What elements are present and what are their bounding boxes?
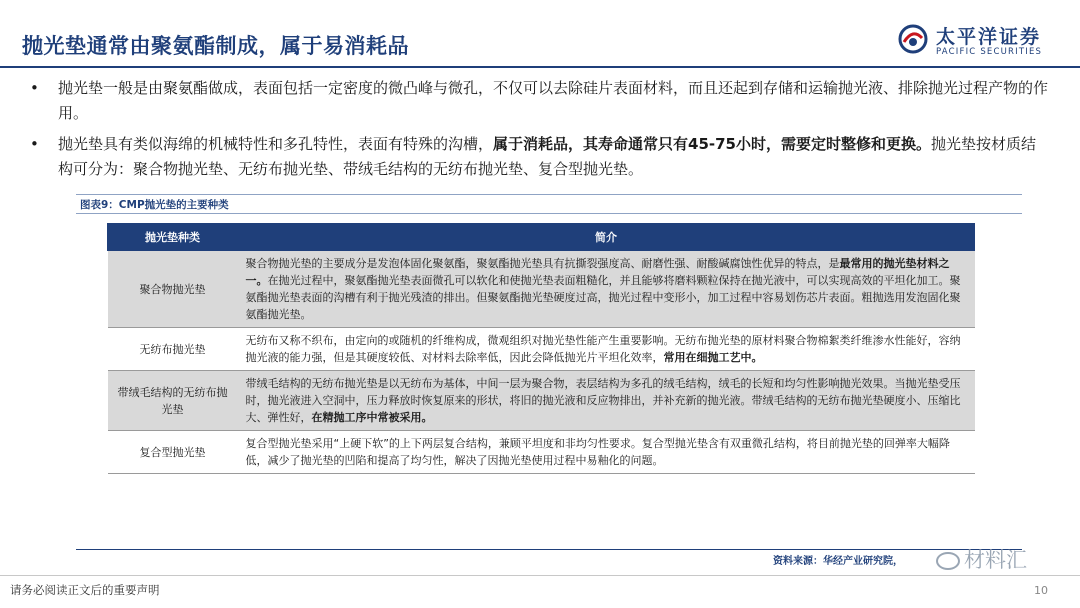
footer-disclaimer: 请务必阅读正文后的重要声明 [10, 583, 160, 597]
logo-mark-icon [898, 24, 928, 54]
bullet-item [30, 76, 1050, 126]
table-row [108, 371, 975, 431]
company-logo [896, 20, 1066, 62]
bullet-text: 抛光垫具有类似海绵的机械特性和多孔特性，表面有特殊的沟槽， [58, 135, 494, 153]
intro-text: 复合型抛光垫采用“上硬下软”的上下两层复合结构，兼顾平坦度和非均匀性要求。复合型抛光垫含有双重微孔结构，将目前抛光垫的回弹率大幅降低，减少了抛光垫的凹陷和提高了均匀性，解决了因抛光垫使用过程中易釉化的问题。 [245, 437, 950, 467]
pad-intro-cell [238, 251, 975, 328]
pad-type-cell: 聚合物抛光垫 [108, 251, 238, 328]
logo-text-cn: 太平洋证券 [936, 26, 1042, 48]
bullet-list [30, 76, 1050, 188]
intro-text: 在抛光过程中，聚氨酯抛光垫表面微孔可以软化和使抛光垫表面粗糙化，并且能够将磨料颗粒保持在抛光液中，可以实现高效的平坦化加工。聚氨酯抛光垫表面的沟槽有利于抛光残渣的排出。但聚氨酯抛光垫硬度过高，抛光过程中变形小，加工过程中容易划伤芯片表面。粗抛选用发泡固化聚氨酯抛光垫。 [245, 274, 961, 321]
figure-caption: 图表9：CMP抛光垫的主要种类 [80, 199, 229, 211]
pad-type-cell: 带绒毛结构的无纺布抛光垫 [108, 371, 238, 431]
intro-text: 无纺布又称不织布，由定向的或随机的纤维构成，微观组织对抛光垫性能产生重要影响。无纺布抛光垫的原材料聚合物棉絮类纤维渗水性能好，容纳抛光液的能力强，但是其硬度较低、对材料去除率低，因此会降低抛光片平坦化效率， [245, 334, 961, 364]
column-header-type: 抛光垫种类 [108, 224, 238, 251]
pad-intro-cell [238, 371, 975, 431]
bullet-marker: • [30, 79, 39, 97]
intro-text-bold: 在精抛工序中常被采用。 [311, 411, 433, 424]
pad-intro-cell [238, 431, 975, 474]
footer-divider [0, 575, 1080, 576]
table-row [108, 251, 975, 328]
pad-type-cell: 复合型抛光垫 [108, 431, 238, 474]
page-number: 10 [1034, 584, 1048, 597]
header-divider [0, 66, 1080, 68]
watermark [936, 544, 1027, 574]
polishing-pad-table [107, 223, 975, 474]
watermark-text: 材料汇 [964, 548, 1027, 572]
bullet-marker: • [30, 135, 39, 153]
source-divider [76, 549, 1022, 550]
bullet-text-bold: 属于消耗品，其寿命通常只有45-75小时，需要定时整修和更换。 [493, 135, 931, 153]
table-row [108, 431, 975, 474]
logo-text-en: PACIFIC SECURITIES [936, 47, 1043, 57]
table-header-row [108, 224, 975, 251]
table-row [108, 328, 975, 371]
figure-caption-bar [76, 194, 1022, 214]
intro-text-bold: 常用在细抛工艺中。 [663, 351, 763, 364]
intro-text-bold: 最常用的抛光垫材料之一。 [245, 257, 950, 287]
pad-intro-cell [238, 328, 975, 371]
bullet-text: 抛光垫按材质结构可分为：聚合物抛光垫、无纺布抛光垫、带绒毛结构的无纺布抛光垫、复合型抛光垫。 [58, 135, 1037, 178]
intro-text: 聚合物抛光垫的主要成分是发泡体固化聚氨酯，聚氨酯抛光垫具有抗撕裂强度高、耐磨性强、耐酸碱腐蚀性优异的特点，是 [245, 257, 840, 270]
pad-type-cell: 无纺布抛光垫 [108, 328, 238, 371]
column-header-intro: 简介 [238, 224, 975, 251]
source-note: 资料来源：华经产业研究院， [773, 556, 903, 567]
bullet-item [30, 132, 1050, 182]
bullet-text: 抛光垫一般是由聚氨酯做成，表面包括一定密度的微凸峰与微孔，不仅可以去除硅片表面材料，而且还起到存储和运输抛光液、排除抛光过程产物的作用。 [58, 79, 1049, 122]
page-title: 抛光垫通常由聚氨酯制成，属于易消耗品 [22, 34, 409, 58]
wechat-icon [936, 552, 960, 570]
intro-text: 带绒毛结构的无纺布抛光垫是以无纺布为基体，中间一层为聚合物，表层结构为多孔的绒毛结构，绒毛的长短和均匀性影响抛光效果。当抛光垫受压时，抛光液进入空洞中，压力释放时恢复原来的形状，将旧的抛光液和反应物排出，并补充新的抛光液。带绒毛结构的无纺布抛光垫硬度小、压缩比大、弹性好， [245, 377, 961, 424]
